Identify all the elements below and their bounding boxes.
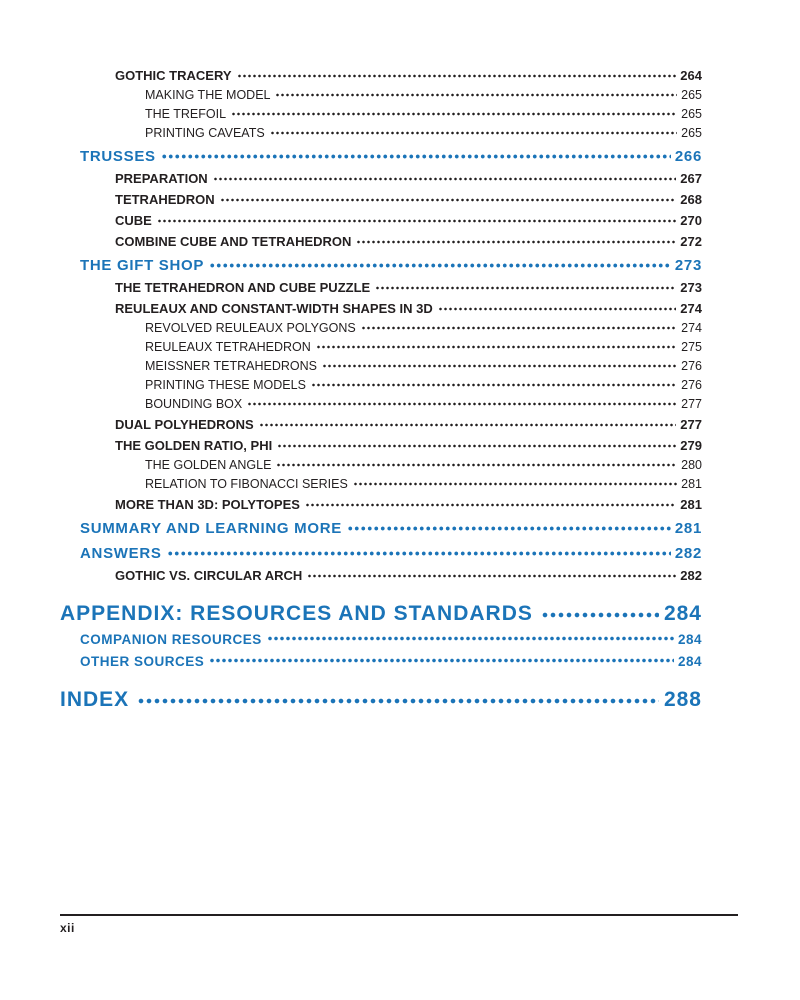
toc-entry-label: TRUSSES (80, 148, 156, 165)
toc-entry-label: ANSWERS (80, 545, 162, 562)
toc-entry-label: DUAL POLYHEDRONS (115, 417, 254, 432)
toc-leader-dots (277, 436, 676, 455)
toc-entry (0, 66, 702, 85)
toc-entry (0, 255, 702, 276)
toc-entry-page: 266 (674, 148, 702, 165)
toc-entry-page: 282 (680, 568, 702, 583)
toc-leader-dots (209, 651, 674, 671)
toc-entry-label: THE GOLDEN ANGLE (145, 457, 272, 472)
toc-leader-dots (307, 566, 676, 585)
toc-leader-dots (375, 278, 676, 297)
toc-entry-page: 284 (663, 602, 702, 625)
toc-entry-label: REVOLVED REULEAUX POLYGONS (145, 320, 356, 335)
toc-entry-page: 281 (674, 520, 702, 537)
toc-leader-dots (259, 415, 677, 434)
toc-entry (0, 278, 702, 297)
toc-entry-page: 273 (674, 257, 702, 274)
toc-entry-page: 265 (681, 87, 702, 102)
toc-entry-label: OTHER SOURCES (80, 653, 205, 669)
toc-entry (0, 169, 702, 188)
toc-entry (0, 85, 702, 104)
toc-leader-dots (167, 543, 671, 564)
toc-leader-dots (541, 601, 659, 627)
toc-entry-page: 267 (680, 171, 702, 186)
toc-entry (0, 146, 702, 167)
toc-leader-dots (347, 518, 671, 539)
toc-leader-dots (213, 169, 677, 188)
toc-leader-dots (270, 123, 677, 142)
toc-entry-page: 274 (680, 301, 702, 316)
toc-entry-label: MORE THAN 3D: POLYTOPES (115, 497, 300, 512)
toc-entry (0, 318, 702, 337)
toc-entry (0, 687, 702, 713)
toc-entry-label: CUBE (115, 213, 152, 228)
toc-entry-label: GOTHIC TRACERY (115, 68, 232, 83)
toc-entry (0, 299, 702, 318)
toc-entry-page: 281 (681, 476, 702, 491)
toc-entry (0, 601, 702, 627)
toc-entry (0, 651, 702, 671)
toc-entry-label: THE GOLDEN RATIO, PHI (115, 438, 273, 453)
toc-leader-dots (356, 232, 676, 251)
toc-leader-dots (361, 318, 677, 337)
toc-entry (0, 211, 702, 230)
toc-entry-page: 284 (677, 631, 702, 647)
toc-leader-dots (231, 104, 677, 123)
toc-entry-page: 272 (680, 234, 702, 249)
toc-entry-label: REULEAUX AND CONSTANT-WIDTH SHAPES IN 3D (115, 301, 433, 316)
toc-entry-label: COMBINE CUBE AND TETRAHEDRON (115, 234, 352, 249)
toc-entry-label: THE GIFT SHOP (80, 257, 205, 274)
toc-entry-label: THE TREFOIL (145, 106, 227, 121)
toc-entry-page: 264 (680, 68, 702, 83)
toc-leader-dots (322, 356, 677, 375)
toc-entry (0, 415, 702, 434)
toc-entry-label: INDEX (60, 688, 130, 711)
toc-entry-label: THE TETRAHEDRON AND CUBE PUZZLE (115, 280, 371, 295)
toc-entry (0, 495, 702, 514)
toc-leader-dots (276, 455, 677, 474)
toc-entry-page: 265 (681, 106, 702, 121)
toc-leader-dots (267, 629, 674, 649)
toc-entry-page: 279 (680, 438, 702, 453)
toc-entry-label: GOTHIC VS. CIRCULAR ARCH (115, 568, 303, 583)
toc-entry-label: REULEAUX TETRAHEDRON (145, 339, 311, 354)
toc-leader-dots (161, 146, 671, 167)
toc-entry (0, 356, 702, 375)
toc-entry-label: SUMMARY AND LEARNING MORE (80, 520, 342, 537)
toc-entry-label: PRINTING CAVEATS (145, 125, 265, 140)
toc-entry (0, 190, 702, 209)
toc-leader-dots (316, 337, 677, 356)
toc-entry-label: PRINTING THESE MODELS (145, 377, 306, 392)
toc-entry-page: 282 (674, 545, 702, 562)
toc-entry (0, 543, 702, 564)
toc-entry (0, 518, 702, 539)
toc-entry (0, 566, 702, 585)
toc-entry-page: 288 (663, 688, 702, 711)
toc-leader-dots (209, 255, 671, 276)
toc-entry (0, 436, 702, 455)
toc-leader-dots (311, 375, 677, 394)
toc-entry (0, 474, 702, 493)
toc-entry-page: 265 (681, 125, 702, 140)
toc-entry (0, 123, 702, 142)
toc-entry-label: RELATION TO FIBONACCI SERIES (145, 476, 348, 491)
toc-entry (0, 394, 702, 413)
footer-page-number: xii (60, 921, 75, 935)
toc-entry (0, 337, 702, 356)
toc-entry-page: 274 (681, 320, 702, 335)
toc-entry (0, 232, 702, 251)
toc-entry-page: 281 (680, 497, 702, 512)
toc-entry (0, 629, 702, 649)
toc-leader-dots (137, 687, 659, 713)
toc-entry-label: COMPANION RESOURCES (80, 631, 262, 647)
toc-entry-page: 270 (680, 213, 702, 228)
toc-entry-page: 284 (677, 653, 702, 669)
toc-entry-label: APPENDIX: RESOURCES AND STANDARDS (60, 602, 533, 625)
toc-leader-dots (353, 474, 677, 493)
toc-entry-page: 277 (681, 396, 702, 411)
toc-entry-label: MAKING THE MODEL (145, 87, 271, 102)
toc-entry-label: TETRAHEDRON (115, 192, 215, 207)
toc-entry-page: 276 (681, 377, 702, 392)
toc-entry (0, 375, 702, 394)
toc-entry-page: 275 (681, 339, 702, 354)
toc-entry-page: 277 (680, 417, 702, 432)
toc-entry-label: PREPARATION (115, 171, 208, 186)
toc-entry-page: 273 (680, 280, 702, 295)
toc-leader-dots (305, 495, 676, 514)
toc-leader-dots (438, 299, 677, 318)
toc-leader-dots (157, 211, 676, 230)
toc-entry-page: 268 (680, 192, 702, 207)
toc-leader-dots (275, 85, 677, 104)
toc-list (0, 64, 702, 715)
toc-entry-label: BOUNDING BOX (145, 396, 243, 411)
toc-entry-page: 280 (681, 457, 702, 472)
toc-entry-page: 276 (681, 358, 702, 373)
toc-leader-dots (220, 190, 677, 209)
toc-entry-label: MEISSNER TETRAHEDRONS (145, 358, 318, 373)
toc-leader-dots (247, 394, 677, 413)
toc-entry (0, 455, 702, 474)
toc-leader-dots (237, 66, 677, 85)
footer-rule (60, 914, 738, 916)
toc-entry (0, 104, 702, 123)
